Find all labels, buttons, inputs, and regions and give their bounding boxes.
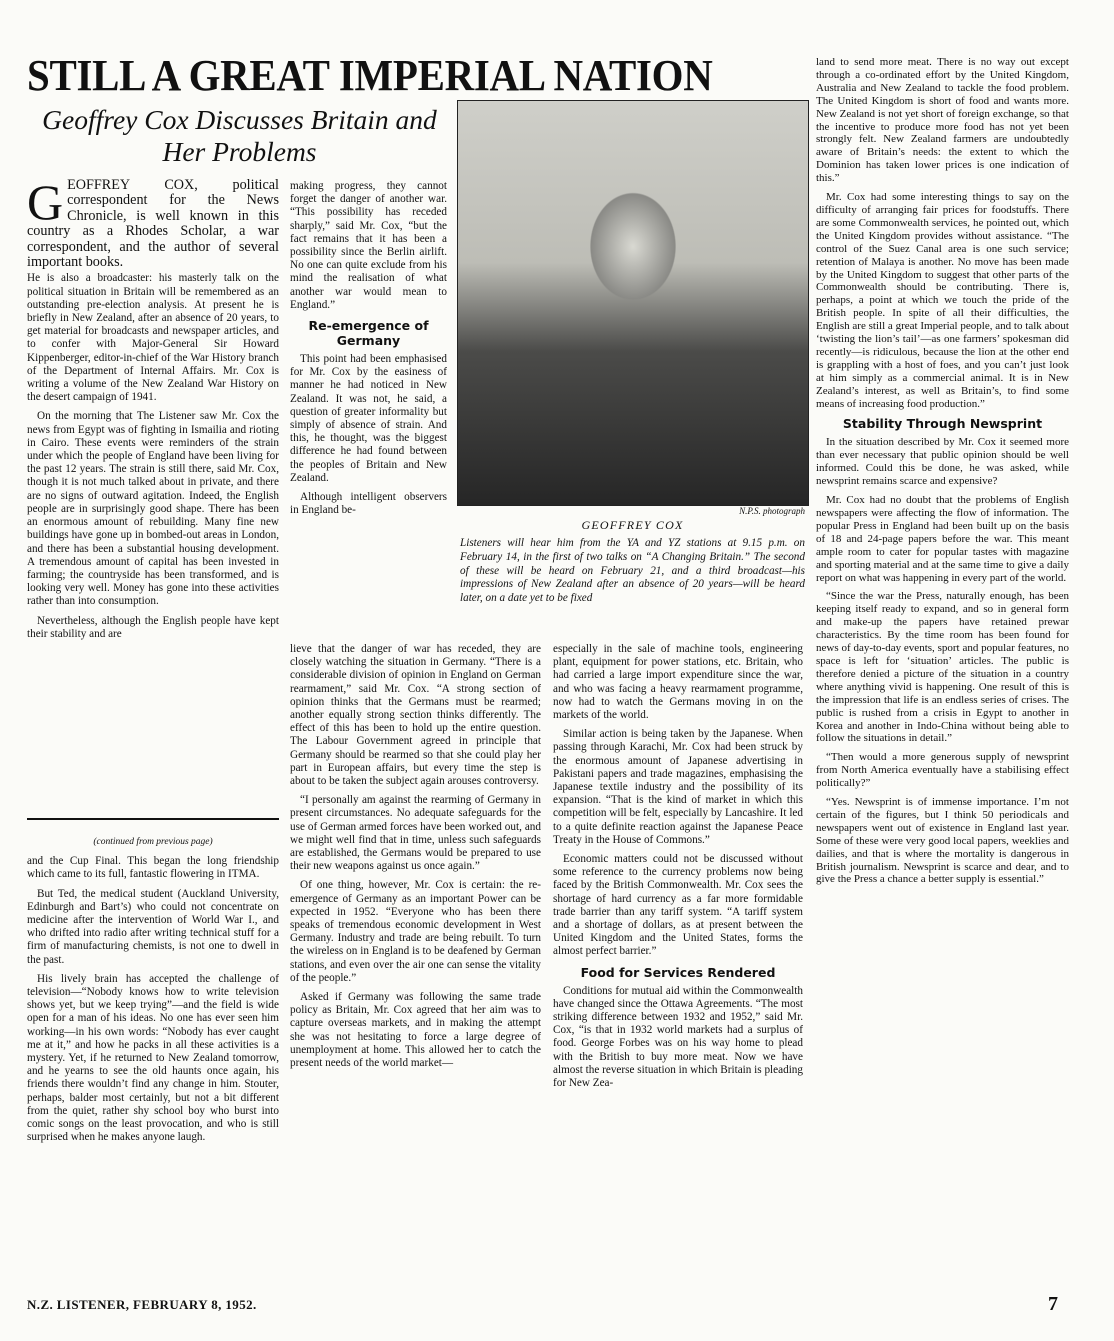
paragraph: Conditions for mutual aid within the Commonwealth have changed since the Ottawa Agreements. “The most striking difference between 1932 and 1952,” said Mr. Cox, “is that in 1932 world markets had a surplus of food. George Forbes was on his way home to plead with the British to buy more meat. Now we have almost the reverse situation in which Britain is pleading for New Zea- — [553, 984, 803, 1090]
paragraph: His lively brain has accepted the challenge of television—“Nobody knows how to write television shows yet, but we keep trying”—and the field is wide open for a man of his ideas. No one has ever seen him working—in his own words: “Nobody has ever caught me at it,” and how he packs in all these activities is a mystery. Yet, if he returned to New Zealand tomorrow, and he yearns to see the old haunts once again, his friends there wouldn’t find any change in him. Stouter, perhaps, balder most certainly, but not a bit different from the quiet, rather shy school boy who burst into comic songs on the least provocation, and who is still surprised when he makes anyone laugh. — [27, 972, 279, 1144]
paragraph: But Ted, the medical student (Auckland University, Edinburgh and Bart’s) who could not concentrate on medicine after the intervention of World War I., and who drifted into radio after writing technical stuff for a firm of manufacturing chemists, is not one to dwell in the past. — [27, 887, 279, 966]
column-2 — [290, 180, 447, 523]
paragraph: Nevertheless, although the English people have kept their stability and are — [27, 614, 279, 640]
paragraph: In the situation described by Mr. Cox it seemed more than ever necessary that public opinion should be well informed. Could this be done, he was asked, while newsprint remains scarce and expensive? — [816, 436, 1069, 488]
section-heading: Food for Services Rendered — [580, 964, 776, 980]
column-1 — [27, 174, 279, 647]
page-number: 7 — [1048, 1293, 1059, 1315]
paragraph: especially in the sale of machine tools, engineering plant, equipment for power stations, etc. Britain, who had carried a large import expenditure since the war, and who was facing a heavy rearmament programme, now had to watch the Germans moving in on the markets of the world. — [553, 643, 803, 722]
paragraph: This point had been emphasised for Mr. Cox by the easiness of manner he had noticed in New Zealand. It was not, he said, a question of greater informality but simply of absence of strain. And this, he thought, was the biggest difference he had found between the peoples of Britain and New Zealand. — [290, 353, 447, 484]
paragraph: making progress, they cannot forget the danger of another war. “This possibility has receded sharply,” said Mr. Cox, “but the fact remains that it has been a possibility since the Berlin airlift. No one can quite exclude from his mind the realisation of what another war would mean to England.” — [290, 180, 447, 311]
paragraph: Economic matters could not be discussed without some reference to the currency problems now being faced by the British Commonwealth. Mr. Cox sees the shortage of hard currency as a far more formidable trade barrier than any tariff system. “A tariff system and a shortage of dollars, as at present between the United Kingdom and the United States, forms the almost perfect barrier.” — [553, 853, 803, 958]
drop-cap: G — [27, 174, 64, 230]
column-5 — [816, 56, 1069, 892]
paragraph: Asked if Germany was following the same trade policy as Britain, Mr. Cox agreed that her aim was to capture overseas markets, and in making the attempt she was not hesitating to force a large degree of unemployment at home. This allowed her to catch the present needs of the world market— — [290, 991, 541, 1070]
footer-publication: N.Z. LISTENER, FEBRUARY 8, 1952. — [27, 1297, 257, 1312]
paragraph: “I personally am against the rearming of Germany in present circumstances. No adequate safeguards for the use of German armed forces have been worked out, and we might well find that in time, unless such safeguards are established, the Germans would be prepared to use their new weapons against us once again.” — [290, 794, 541, 873]
photo-caption-block — [460, 506, 805, 606]
continued-note: (continued from previous page) — [93, 837, 213, 847]
headline-block — [27, 50, 817, 101]
paragraph: Mr. Cox had some interesting things to say on the difficulty of arranging fair prices for foodstuffs. There are some Commonwealth services, he pointed out, which the United Kingdom provides without assistance. “The control of the Suez Canal area is one such service; retention of Malaya is another. No move has been made by the United Kingdom to suggest that other parts of the Commonwealth should be contributing. There is, perhaps, a point at which we touch the pride of the British people. In spite of all their difficulties, the English are still a great Imperial people, and to talk about ‘twisting the lion’s tail’—as one farmers’ spokesman did recently—is ridiculous, because the lion at the other end is grappling with a host of foes, and you can’t just look at him simply as a commercial animal. It is in New Zealand’s interest, as well as Britain’s, to find some means of increasing food production.” — [816, 191, 1069, 410]
lead-text: EOFFREY COX, political correspondent for the News Chronicle, is well known in this country as a Rhodes Scholar, a war correspondent, and the author of several important books. — [27, 177, 279, 271]
paragraph: “Then would a more generous supply of newsprint from North America eventually have a stabilising effect politically?” — [816, 751, 1069, 790]
paragraph: Mr. Cox had no doubt that the problems of English newspapers were affecting the flow of information. The popular Press in England had been built up on the basis of 18 and 24-page papers before the war. This meant ample room to cater for popular tastes with magazine and sporting material and at the same time to give a daily report on what was happening in every part of the world. — [816, 494, 1069, 584]
photo-credit: N.P.S. photograph — [739, 506, 805, 516]
paragraph: and the Cup Final. This began the long friendship which came to its full, fantastic flowering in ITMA. — [27, 855, 279, 881]
section-divider — [27, 818, 279, 820]
section-heading: Stability Through Newsprint — [842, 416, 1043, 432]
paragraph: lieve that the danger of war has receded, they are closely watching the situation in Germany. “There is a considerable division of opinion in England on German rearmament,” said Mr. Cox. “A strong section of opinion thinks that the Germans must be rearmed; another equally strong section thinks differently. The effect of this has been to hold up the entire question. The Labour Government agreed in principle that Germany should be rearmed so that she could play her part in European affairs, but every time the step is about to be taken the subject again arouses controversy. — [290, 643, 541, 788]
paragraph: “Yes. Newsprint is of immense importance. I’m not certain of the figures, but I think 50 periodicals and newspapers went out of existence in England last year. Some of these were very good local papers, weeklies and dailies, and that is where the mortality is dangerous in British journalism. Newsprint is scarce and dear, and to give the Press a chance a better supply is essential.” — [816, 796, 1069, 886]
continued-story — [27, 830, 279, 1150]
paragraph: On the morning that The Listener saw Mr. Cox the news from Egypt was of fighting in Ismailia and rioting in Cairo. These events were reminders of the strain under which the people of England have been living for the past 12 years. The strain is still there, said Mr. Cox, though it is not much talked about in private, and there are no signs of outward agitation. Indeed, the English people are in surprisingly good shape. There has been an enormous amount of rebuilding. Many fine new buildings have gone up in bombed-out areas in London, and there has been a substantial housing development. A tremendous amount of capital has been invested in farming; the countryside has been transformed, and is looking very well. Money has gone into these activities rather than into consumption. — [27, 410, 279, 608]
lead-paragraph — [27, 174, 279, 271]
paragraph: Although intelligent observers in England be- — [290, 491, 447, 517]
section-heading: Re-emergence of Germany — [308, 318, 429, 349]
paragraph: “Since the war the Press, naturally enough, has been keeping itself ready to expand, and so in general form and make-up the papers have retained prewar characteristics. By the time room has been found for news of day-to-day events, sport and popular features, no space is left for ‘situation’ articles. The public is therefore denied a picture of the situation in a country where anything vivid is happening. One result of this is the impression that life is an endless series of crises. The public is rushed from a crisis in Egypt to another in Korea and another in Indo-China without being able to follow the situations in detail.” — [816, 590, 1069, 745]
paragraph: Of one thing, however, Mr. Cox is certain: the re-emergence of Germany as an important Power can be expected in 1952. “Everyone who has been there speaks of tremendous economic development in West Germany. Industry and trade are being rebuilt. To turn the wireless on in England is to be deafened by German stations, and even over the air one can sense the vitality of the people.” — [290, 879, 541, 984]
photo-subject-name: GEOFFREY COX — [581, 518, 684, 532]
subtitle: Geoffrey Cox Discusses Britain and Her Problems — [42, 104, 437, 167]
portrait-photo — [457, 100, 809, 506]
column-3 — [290, 643, 541, 1076]
paragraph: He is also a broadcaster: his masterly talk on the political situation in Britain will be remembered as an outstanding pre-election analysis. At present he is briefly in New Zealand, after an absence of 20 years, to get material for broadcasts and newspaper articles, and to confer with Major-General Sir Howard Kippenberger, editor-in-chief of the War History branch of the Department of Internal Affairs. Mr. Cox is writing a volume of the New Zealand War History on the desert campaign of 1941. — [27, 272, 279, 404]
paragraph: Similar action is being taken by the Japanese. When passing through Karachi, Mr. Cox had been struck by the enormous amount of Japanese advertising in Pakistani papers and trade magazines, emphasising the Japanese textile industry and the possibility of its expansion. “That is the kind of market in which this competition will be felt, especially by Lancashire. It led to a quite definite reaction against the Japanese Peace Treaty in the House of Commons.” — [553, 728, 803, 846]
headline: STILL A GREAT IMPERIAL NATION — [27, 51, 713, 100]
column-4 — [553, 643, 803, 1096]
photo-caption: Listeners will hear him from the YA and YZ stations at 9.15 p.m. on February 14, in the first of two talks on “A Changing Britain.” The second of these will be heard on February 21, and a third broadcast—his impressions of New Zealand after an absence of 20 years—will be heard later, on a date yet to be fixed — [460, 537, 805, 605]
paragraph: land to send more meat. There is no way out except through a co-ordinated effort by the United Kingdom, Australia and New Zealand to tackle the food problem. The United Kingdom is short of food and wants more. New Zealand is not yet short of foreign exchange, so that the incentive to produce more food has not yet been strongly felt. New Zealand farmers are undoubtedly aware of Britain’s needs: the extent to which the Dominion has taken lower prices is one indication of this.” — [816, 56, 1069, 185]
